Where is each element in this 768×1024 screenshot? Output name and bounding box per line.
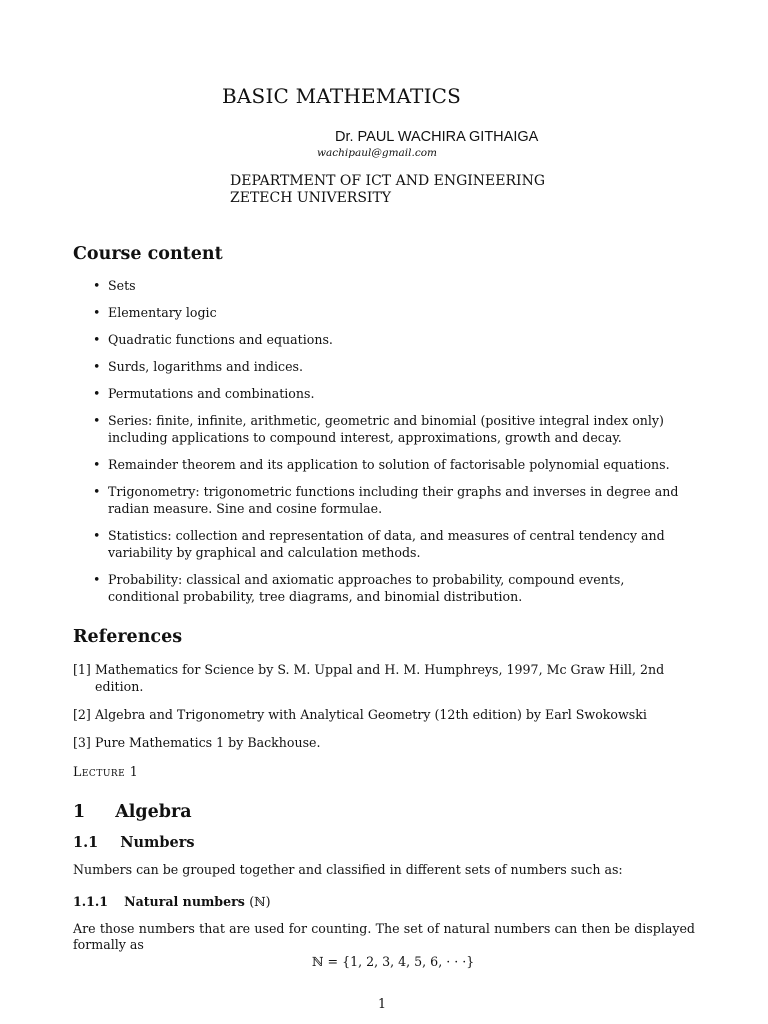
subsubsection-title: Natural numbers <box>124 894 245 909</box>
subsubsection-heading <box>73 894 271 909</box>
bullet-icon: • <box>93 278 101 293</box>
reference-item <box>73 734 695 751</box>
bullet-icon: • <box>93 413 101 428</box>
bullet-icon: • <box>93 484 101 499</box>
list-item-text: Surds, logarithms and indices. <box>108 359 303 374</box>
list-item <box>73 331 695 348</box>
subsection-title: Numbers <box>120 834 195 851</box>
department-name: DEPARTMENT OF ICT AND ENGINEERING <box>230 173 545 189</box>
reference-number: [2] <box>73 707 91 722</box>
subsection-heading <box>73 834 195 851</box>
natural-numbers-symbol: (ℕ) <box>249 894 271 909</box>
document-title: BASIC MATHEMATICS <box>222 84 462 108</box>
natural-numbers-paragraph: Are those numbers that are used for counting. The set of natural numbers can then be displayed formally as <box>73 921 695 952</box>
list-item-text: Permutations and combinations. <box>108 386 315 401</box>
list-item-text: Statistics: collection and representation of data, and measures of central tendency and variability by graphical and calculation methods. <box>108 528 665 560</box>
list-item-text: Quadratic functions and equations. <box>108 332 333 347</box>
course-content-list <box>73 277 695 615</box>
lecture-label: Lecture 1 <box>73 764 139 779</box>
list-item-text: Probability: classical and axiomatic approaches to probability, compound events, conditional probability, tree diagrams, and binomial distribution. <box>108 572 625 604</box>
list-item <box>73 527 695 561</box>
reference-number: [1] <box>73 662 91 677</box>
reference-text: Mathematics for Science by S. M. Uppal and H. M. Humphreys, 1997, Mc Graw Hill, 2nd edition. <box>95 662 665 694</box>
natural-numbers-formula: ℕ = {1, 2, 3, 4, 5, 6, · · ·} <box>312 954 475 969</box>
list-item <box>73 385 695 402</box>
list-item-text: Series: finite, infinite, arithmetic, geometric and binomial (positive integral index only) including applications to compound interest, approximations, growth and decay. <box>108 413 664 445</box>
author-name: Dr. PAUL WACHIRA GITHAIGA <box>335 129 539 145</box>
author-email: wachipaul@gmail.com <box>317 147 438 159</box>
list-item <box>73 571 695 605</box>
list-item <box>73 277 695 294</box>
subsubsection-number: 1.1.1 <box>73 894 109 909</box>
list-item <box>73 483 695 517</box>
list-item-text: Elementary logic <box>108 305 217 320</box>
reference-text: Pure Mathematics 1 by Backhouse. <box>95 735 321 750</box>
references-list <box>73 661 695 762</box>
bullet-icon: • <box>93 528 101 543</box>
bullet-icon: • <box>93 305 101 320</box>
affiliation <box>230 173 545 207</box>
bullet-icon: • <box>93 359 101 374</box>
section-number: 1 <box>73 802 86 822</box>
bullet-icon: • <box>93 457 101 472</box>
list-item-text: Trigonometry: trigonometric functions including their graphs and inverses in degree and radian measure. Sine and cosine formulae. <box>108 484 679 516</box>
reference-item <box>73 706 695 723</box>
list-item-text: Remainder theorem and its application to solution of factorisable polynomial equations. <box>108 457 670 472</box>
list-item <box>73 358 695 375</box>
section-heading <box>73 802 192 822</box>
course-content-heading: Course content <box>73 244 223 264</box>
reference-item <box>73 661 695 695</box>
bullet-icon: • <box>93 332 101 347</box>
page-number: 1 <box>378 996 387 1011</box>
section-title: Algebra <box>115 802 192 822</box>
university-name: ZETECH UNIVERSITY <box>230 190 392 206</box>
reference-text: Algebra and Trigonometry with Analytical Geometry (12th edition) by Earl Swokowski <box>95 707 647 722</box>
reference-number: [3] <box>73 735 91 750</box>
subsection-number: 1.1 <box>73 834 99 851</box>
list-item-text: Sets <box>108 278 136 293</box>
references-heading: References <box>73 627 183 647</box>
list-item <box>73 456 695 473</box>
bullet-icon: • <box>93 386 101 401</box>
list-item <box>73 412 695 446</box>
bullet-icon: • <box>93 572 101 587</box>
list-item <box>73 304 695 321</box>
intro-paragraph: Numbers can be grouped together and classified in different sets of numbers such as: <box>73 862 623 877</box>
